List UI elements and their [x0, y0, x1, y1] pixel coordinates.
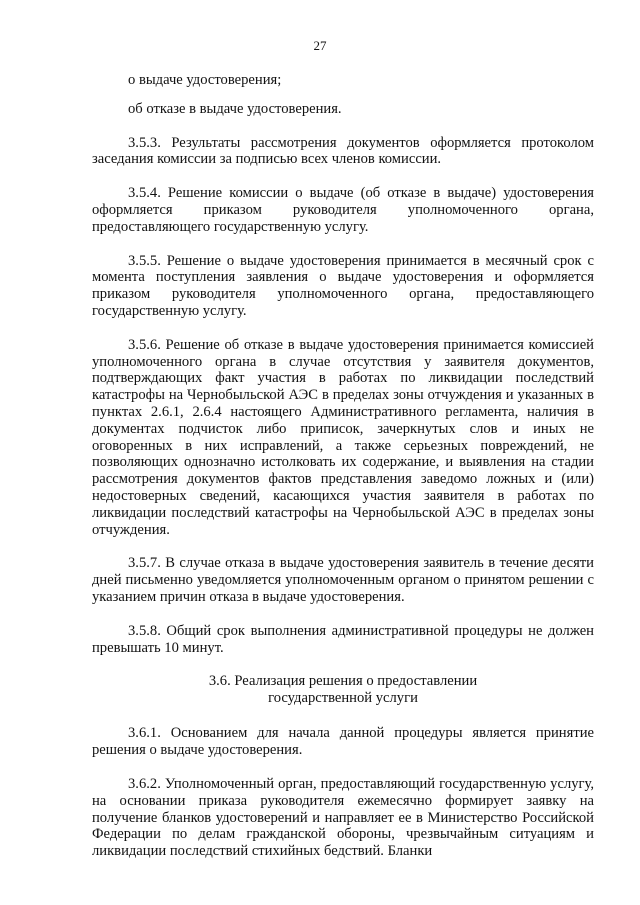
document-body [92, 72, 594, 877]
paragraph-3-5-8: 3.5.8. Общий срок выполнения административной процедуры не должен превышать 10 минут. [92, 622, 594, 656]
page-number: 27 [313, 38, 327, 53]
paragraph-3-5-3: 3.5.3. Результаты рассмотрения документов оформляется протоколом заседания комиссии за подписью всех членов комиссии. [92, 134, 594, 168]
section-heading-line2: государственной услуги [268, 690, 418, 707]
paragraph-3-6-2: 3.6.2. Уполномоченный орган, предоставляющий государственную услугу, на основании приказа руководителя ежемесячно формирует заявку на получение бланков удостоверений и направляет ее в Министерство Российской Федерации по делам гражданской обороны, чрезвычайным ситуациям и ликвидации последствий стихийных бедствий. Бланки [92, 775, 594, 860]
list-item-refusal: об отказе в выдаче удостоверения. [128, 100, 342, 117]
paragraph-3-6-1: 3.6.1. Основанием для начала данной процедуры является принятие решения о выдаче удостоверения. [92, 725, 594, 759]
section-heading-line1: 3.6. Реализация решения о предоставлении [208, 673, 478, 690]
paragraph-3-5-5: 3.5.5. Решение о выдаче удостоверения принимается в месячный срок с момента поступления заявления о выдаче удостоверения и оформляется приказом руководителя уполномоченного органа, предоставляющего государственную услугу. [92, 252, 594, 319]
list-item-issue: о выдаче удостоверения; [128, 72, 282, 88]
paragraph-3-5-4: 3.5.4. Решение комиссии о выдаче (об отказе в выдаче) удостоверения оформляется приказом руководителя уполномоченного органа, предоставляющего государственную услугу. [92, 185, 594, 235]
paragraph-3-5-7: 3.5.7. В случае отказа в выдаче удостоверения заявитель в течение десяти дней письменно уведомляется уполномоченным органом о принятом решении с указанием причин отказа в выдаче удостоверения. [92, 555, 594, 605]
paragraph-3-5-6: 3.5.6. Решение об отказе в выдаче удостоверения принимается комиссией уполномоченного органа в случае отсутствия у заявителя документов, подтверждающих факт участия в работах по ликвидации последствий катастрофы на Чернобыльской АЭС в пределах зоны отчуждения и указанных в пунктах 2.6.1, 2.6.4 настоящего Административного регламента, наличия в документах подчисток либо приписок, зачеркнутых слов и иных не оговоренных в них исправлений, а также серьезных повреждений, не позволяющих однозначно истолковать их содержание, и выявления на стадии рассмотрения документов фактов представления заведомо ложных и (или) недостоверных сведений, касающихся участия заявителя в работах по ликвидации последствий катастрофы на Чернобыльской АЭС в пределах зоны отчуждения. [92, 336, 594, 538]
section-heading-3-6 [92, 673, 594, 707]
